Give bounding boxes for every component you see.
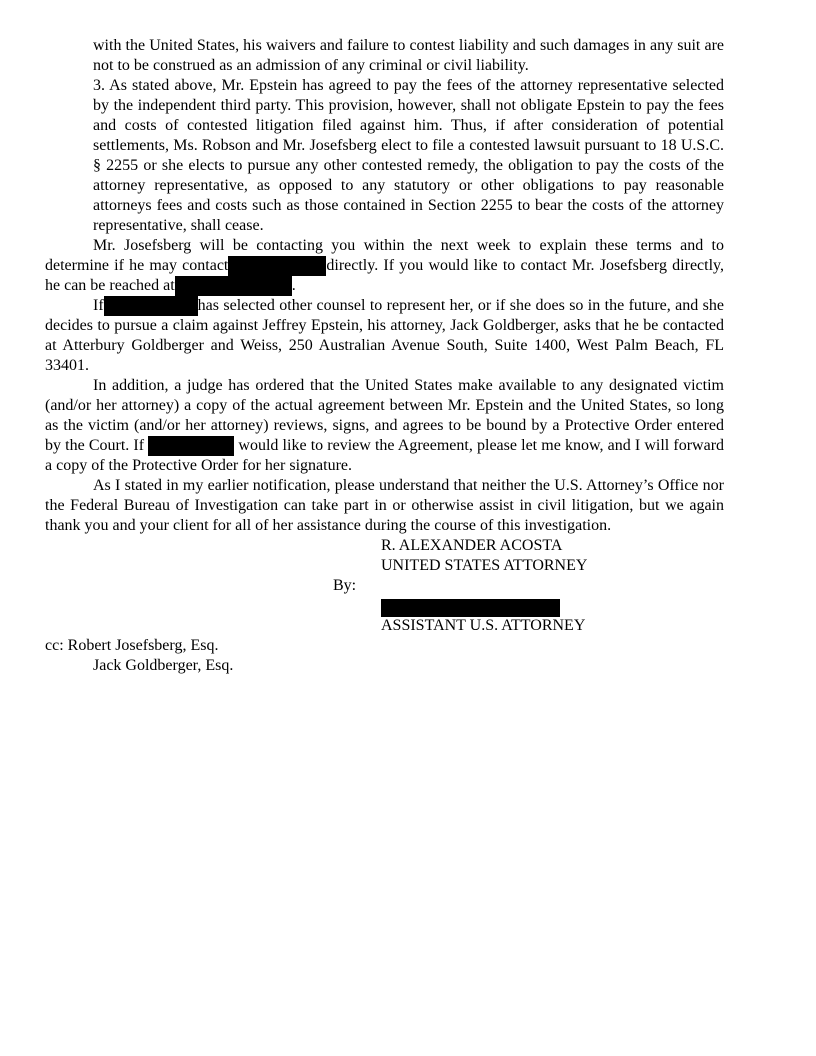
paragraph-contact	[45, 236, 724, 296]
counsel-text-2: has selected other counsel to represent her, or if she does so in the future, and she decides to pursue a claim against Jeffrey Epstein, his attorney, Jack Goldberger, asks that he be contacted at Atterbury Goldberger and Weiss, 250 Australian Avenue South, Suite 1400, West Palm Beach, FL 33401.	[45, 297, 724, 374]
numbered-items	[93, 36, 724, 236]
cc-line-1: cc: Robert Josefsberg, Esq.	[45, 637, 219, 654]
redaction-bar	[228, 256, 326, 276]
signer-name: R. ALEXANDER ACOSTA	[381, 537, 563, 554]
paragraph-counsel	[45, 296, 724, 376]
signature-block	[45, 536, 724, 636]
redaction-bar	[104, 296, 198, 316]
redaction-bar	[148, 436, 234, 456]
signer-role: ASSISTANT U.S. ATTORNEY	[381, 617, 586, 634]
item-3: 3. As stated above, Mr. Epstein has agreed to pay the fees of the attorney representative selected by the independent third party. This provision, however, shall not obligate Epstein to pay the fees and costs of contested litigation filed against him. Thus, if after consideration of potential settlements, Ms. Robson and Mr. Josefsberg elect to file a contested lawsuit pursuant to 18 U.S.C. § 2255 or she elects to pursue any other contested remedy, the obligation to pay the costs of the attorney representative, as opposed to any statutory or other obligations to pay reasonable attorneys fees and costs such as those contained in Section 2255 to bear the costs of the attorney representative, shall cease.	[93, 77, 724, 234]
contact-text-2: directly. If you would like to contact Mr. Josefsberg directly, he can be reached at	[45, 257, 724, 294]
judge-text-2: would like to review the Agreement, please let me know, and I will forward a copy of the Protective Order for her signature.	[45, 437, 725, 474]
judge-text-1: In addition, a judge has ordered that the United States make available to any designated victim (and/or her attorney) a copy of the actual agreement between Mr. Epstein and the United States, so long as the victim (and/or her attorney) reviews, signs, and agrees to be bound by a Protective Order entered by the Court. If	[45, 377, 724, 454]
paragraph-closing: As I stated in my earlier notification, please understand that neither the U.S. Attorney’s Office nor the Federal Bureau of Investigation can take part in or otherwise assist in civil litigation, but we again thank you and your client for all of her assistance during the course of this investigation.	[45, 477, 724, 534]
contact-text-1: Mr. Josefsberg will be contacting you within the next week to explain these terms and to determine if he may contact	[45, 237, 724, 274]
redaction-bar	[175, 276, 292, 296]
contact-text-3: .	[291, 277, 296, 294]
by-label: By:	[333, 577, 357, 594]
signature-redaction-bar	[381, 599, 560, 617]
letter-page	[45, 36, 724, 676]
signer-title: UNITED STATES ATTORNEY	[381, 557, 588, 574]
item-2-tail: with the United States, his waivers and failure to contest liability and such damages in any suit are not to be construed as an admission of any criminal or civil liability.	[93, 37, 724, 74]
paragraph-judge	[45, 376, 724, 476]
cc-line-2: Jack Goldberger, Esq.	[93, 657, 234, 674]
counsel-text-1: If	[93, 297, 104, 314]
